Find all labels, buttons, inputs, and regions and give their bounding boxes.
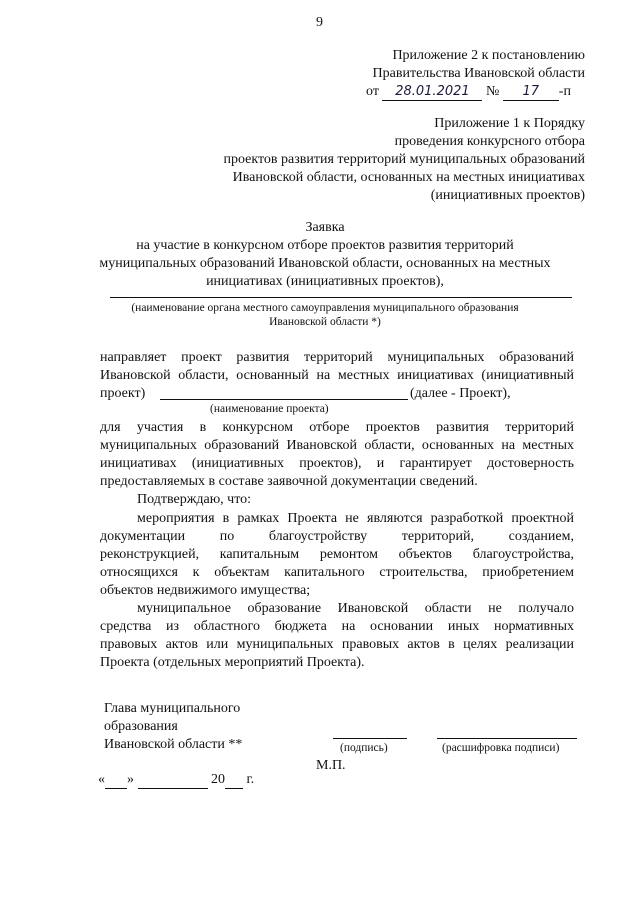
- header-line-2: Правительства Ивановской области: [372, 66, 585, 81]
- date-close-quote: »: [127, 772, 134, 787]
- head-title-line-2: образования: [104, 719, 178, 734]
- page-number: 9: [316, 15, 323, 30]
- body-p3-line-1: мероприятия в рамках Проекта не являются разработкой проектной: [137, 511, 574, 526]
- body-p2-line-2: муниципальных образований Ивановской области, основанных на местных: [100, 438, 574, 453]
- body-p1-line-3-start: проект): [100, 386, 146, 401]
- appendix-line-2: проведения конкурсного отбора: [394, 134, 585, 149]
- handwritten-number: 17: [503, 83, 559, 101]
- body-p1-line-1: направляет проект развития территорий муниципальных образований: [100, 350, 574, 365]
- body-p3-line-3: реконструкцией, капитальным ремонтом объектов благоустройства,: [100, 547, 574, 562]
- signature-decoding-blank-line: [437, 738, 577, 739]
- title-line-2: на участие в конкурсном отборе проектов развития территорий: [136, 238, 514, 253]
- organ-name-blank-line: [110, 297, 572, 298]
- title-line-1: Заявка: [305, 220, 345, 235]
- signature-blank-line: [333, 738, 407, 739]
- body-p4-line-3: правовых актов или муниципальных правовых актов в целях реализации: [100, 637, 574, 652]
- body-p4-line-2: средства из областного бюджета на основании иных нормативных: [100, 619, 574, 634]
- appendix-line-3: проектов развития территорий муниципальных образований: [223, 152, 585, 167]
- organ-caption-line-2: Ивановской области *): [269, 316, 381, 328]
- head-title-line-1: Глава муниципального: [104, 701, 241, 716]
- body-p3-line-4: относящихся к объектам капитального строительства, приобретением: [100, 565, 574, 580]
- signature-caption: (подпись): [340, 742, 388, 754]
- date-open-quote: «: [98, 772, 105, 787]
- number-suffix: -п: [558, 84, 571, 99]
- body-p2-line-1: для участия в конкурсном отборе проектов развития территорий: [100, 420, 574, 435]
- body-p4-line-1: муниципальное образование Ивановской области не получало: [137, 601, 574, 616]
- sign-date-line: [98, 771, 254, 789]
- number-label: №: [485, 84, 500, 99]
- title-line-4: инициативах (инициативных проектов),: [206, 274, 444, 289]
- body-p3-line-5: объектов недвижимого имущества;: [100, 583, 311, 598]
- organ-caption-line-1: (наименование органа местного самоуправления муниципального образования: [131, 302, 519, 314]
- header-date-line: [366, 83, 571, 101]
- body-p2-line-4: предоставляемых в составе заявочной документации сведений.: [100, 474, 478, 489]
- from-label: от: [366, 84, 379, 99]
- header-line-1: Приложение 2 к постановлению: [392, 48, 585, 63]
- appendix-line-5: (инициативных проектов): [430, 188, 585, 203]
- stamp-label: М.П.: [316, 758, 346, 773]
- decoding-caption: (расшифровка подписи): [442, 742, 560, 754]
- appendix-line-4: Ивановской области, основанных на местных инициативах: [232, 170, 585, 185]
- body-p1-line-3-end: (далее - Проект),: [410, 386, 511, 401]
- year-suffix: г.: [246, 772, 255, 787]
- head-title-line-3: Ивановской области **: [104, 737, 243, 752]
- handwritten-date: 28.01.2021: [382, 83, 482, 101]
- confirm-line: Подтверждаю, что:: [137, 492, 252, 507]
- title-line-3: муниципальных образований Ивановской области, основанных на местных: [99, 256, 551, 271]
- body-p4-line-4: Проекта (отдельных мероприятий Проекта).: [100, 655, 365, 670]
- project-name-blank-line: [160, 399, 408, 400]
- project-caption: (наименование проекта): [210, 403, 329, 415]
- body-p3-line-2: документации по благоустройству территорий, созданием,: [100, 529, 574, 544]
- body-p2-line-3: инициативах (инициативных проектов), и гарантирует достоверность: [100, 456, 574, 471]
- body-p1-line-2: Ивановской области, основанный на местных инициативах (инициативный: [100, 368, 574, 383]
- year-prefix: 20: [211, 772, 225, 787]
- appendix-line-1: Приложение 1 к Порядку: [434, 116, 585, 131]
